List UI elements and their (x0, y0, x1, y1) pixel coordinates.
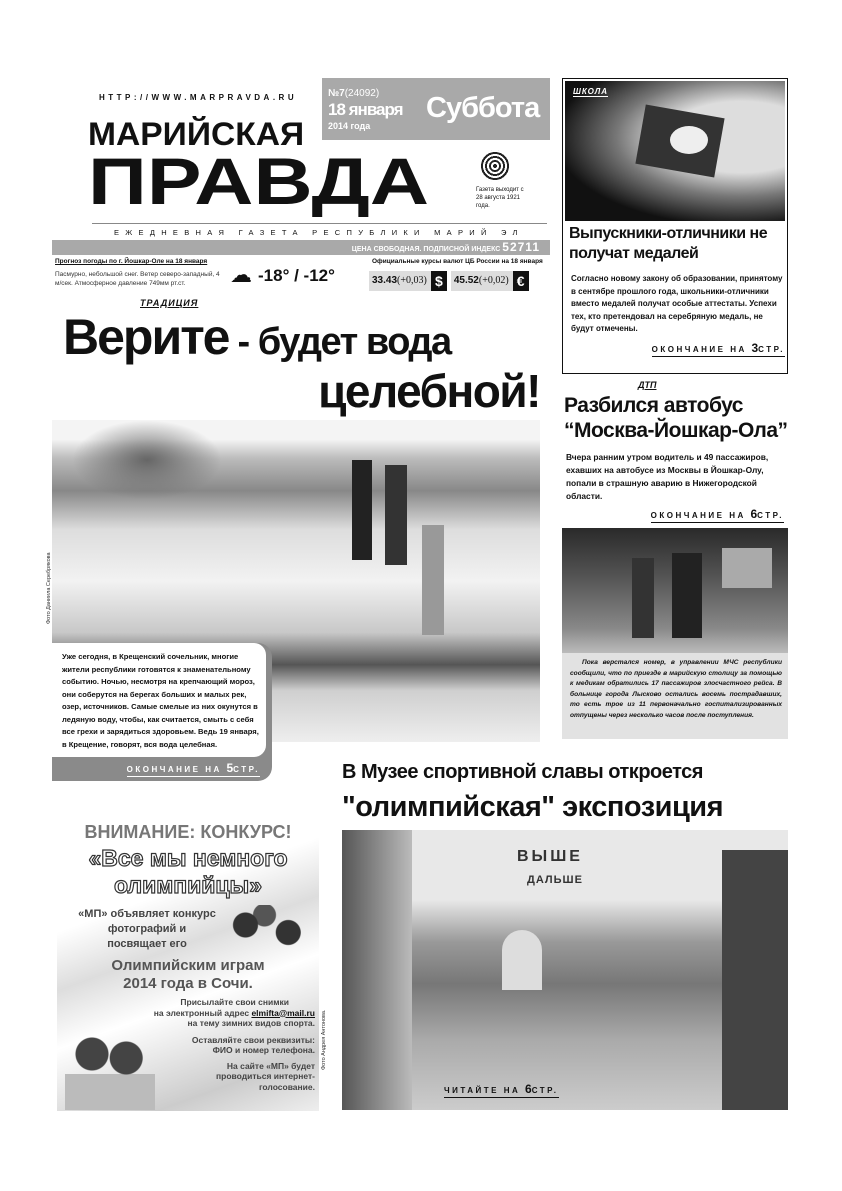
accident-rubric: ДТП (638, 380, 657, 390)
accident-headline-line2[interactable]: “Москва-Йошкар-Ола” (564, 419, 788, 442)
contest-ad[interactable] (57, 815, 319, 1111)
issue-number-value: №7 (328, 88, 345, 99)
order-emblem-icon (480, 150, 510, 182)
currency-rates (369, 271, 529, 291)
accident-body: Вчера ранним утром водитель и 49 пассажиров, ехавших на автобусе из Москвы в Йошкар-Олу, попали в страшную аварию в Нижегородской области. (566, 452, 769, 501)
school-rubric: ШКОЛА (573, 87, 609, 96)
contest-dedication-line2: 2014 года в Сочи. (123, 975, 253, 992)
lead-continued[interactable]: ОКОНЧАНИЕ НА 5СТР. (126, 761, 260, 775)
newspaper-title-line2: ПРАВДА (88, 143, 430, 219)
accident-text (566, 451, 788, 523)
contest-send-line1: Присылайте свои снимки (180, 997, 289, 1007)
accident-photo (562, 528, 788, 653)
museum-headline-line2[interactable]: "олимпийская" экспозиция (342, 791, 724, 823)
medal-box-photo (565, 81, 785, 221)
museum-headline-line1[interactable]: В Музее спортивной славы откроется (342, 761, 703, 783)
issue-box (322, 78, 550, 140)
lead-text-box[interactable] (52, 643, 272, 781)
contest-email[interactable]: elmifta@mail.ru (251, 1007, 315, 1018)
eur-change: (+0,02) (478, 275, 509, 286)
tagline: ЕЖЕДНЕВНАЯ ГАЗЕТА РЕСПУБЛИКИ МАРИЙ ЭЛ (114, 228, 524, 237)
issue-date: 18 января (328, 100, 403, 119)
accident-caption: Пока верстался номер, в управлении МЧС республики сообщили, что по приезде в марийскую столицу за помощью к медикам обратились 17 пассажиров злосчастного рейса. В больнице города Лысково остались восемь пострадавших, то есть трое из 11 первоначально госпитализированных отпущены через несколько часов после поступления. (570, 659, 782, 719)
founded-note: Газета выходит с 28 августа 1921 года. (476, 187, 524, 209)
contest-dedication-line1: Олимпийским играм (111, 957, 265, 974)
dollar-icon: $ (431, 271, 447, 291)
school-article[interactable] (562, 78, 788, 374)
contest-announce: «МП» объявляет конкурс фотографий и посвящает его (78, 908, 216, 950)
museum-photo-credit: Фото Андрея Антонова. (321, 1009, 327, 1070)
photo-sign-2: ДАЛЬШЕ (527, 874, 583, 886)
contest-title: ВНИМАНИЕ: КОНКУРС! (84, 822, 292, 842)
weekday: Суббота (426, 92, 540, 124)
eur-rate (451, 271, 529, 291)
usd-change: (+0,03) (397, 275, 427, 286)
website-url[interactable]: HTTP://WWW.MARPRAVDA.RU (99, 93, 298, 102)
photo-sign-1: ВЫШЕ (517, 848, 583, 865)
contest-send-line3: на тему зимних видов спорта. (187, 1018, 315, 1028)
currency-title: Официальные курсы валют ЦБ России на 18 января (372, 258, 543, 265)
lead-headline-rest: - будет вода (228, 321, 451, 363)
contest-name-line1: «Все мы немного (88, 845, 288, 871)
lead-headline-line2[interactable]: целебной! (318, 365, 540, 417)
lead-rubric: ТРАДИЦИЯ (140, 298, 199, 308)
school-body: Согласно новому закону об образовании, принятому в сентябре прошлого года, школьники-отличники вместо медалей получат особые аттестаты. Успехи тех, кто претендовал на серебряную медаль, не будут отмечены. (571, 274, 783, 333)
school-text (569, 224, 785, 357)
euro-icon: € (513, 271, 529, 291)
lead-text-inner (52, 643, 266, 757)
weather (55, 258, 555, 294)
contest-voting: На сайте «МП» будет проводиться интернет-голосование. (216, 1060, 315, 1092)
cloud-snow-icon: ☁ (230, 262, 252, 287)
eur-value: 45.52 (453, 275, 479, 286)
subscription-index: 52711 (502, 240, 540, 254)
accident-headline-line1[interactable]: Разбился автобус (564, 394, 743, 417)
issue-total: (24092) (344, 88, 380, 99)
contest-name-line2: олимпийцы» (114, 872, 262, 898)
price-bar (52, 240, 550, 255)
accident-continued[interactable]: ОКОНЧАНИЕ НА 6СТР. (650, 507, 784, 521)
hockey-kids-illustration (217, 905, 312, 955)
accident-caption-box (562, 653, 788, 739)
issue-number (328, 88, 379, 99)
school-headline[interactable]: Выпускники-отличники не получат медалей (569, 225, 768, 262)
price-label: ЦЕНА СВОБОДНАЯ. ПОДПИСНОЙ ИНДЕКС (351, 246, 501, 253)
newspaper-title-line1: МАРИЙСКАЯ (88, 116, 305, 152)
issue-year: 2014 года (328, 121, 371, 131)
museum-continued[interactable]: ЧИТАЙТЕ НА 6СТР. (444, 1082, 559, 1096)
masthead (52, 78, 550, 255)
usd-value: 33.43 (372, 275, 398, 286)
lead-headline-big: Верите (63, 309, 229, 365)
weather-description: Пасмурно, небольшой снег. Ветер северо-западный, 4 м/сек. Атмосферное давление 749мм рт.ст. (55, 271, 220, 287)
eur-rate-text (451, 271, 513, 291)
divider (92, 223, 547, 224)
lead-photo-credit: Фото Даниила Серебрякова (46, 552, 52, 624)
museum-photo (342, 830, 788, 1110)
weather-title: Прогноз погоды по г. Йошкар-Оле на 18 января (55, 258, 208, 265)
lead-body: Уже сегодня, в Крещенский сочельник, многие жители республики готовятся к знаменательному событию. Ночью, несмотря на крепчающий мороз, они соберутся на берегах больших и малых рек, озер, источников. Самые смелые из них окунутся в ледяную воду, чтобы, как считается, смыть с себя все грехи и зарядиться здоровьем. Ведь 19 января, в Крещение, говорят, вся вода целебная. (62, 652, 259, 749)
usd-rate (369, 271, 447, 291)
usd-rate-text (369, 271, 431, 291)
contest-send-line2: на электронный адрес elmifta@mail.ru (153, 1007, 315, 1018)
temperature: -18° / -12° (258, 266, 335, 285)
contest-requisites: Оставляйте свои реквизиты: ФИО и номер телефона. (191, 1034, 315, 1055)
skier-kids-illustration (65, 1030, 155, 1110)
school-continued[interactable]: ОКОНЧАНИЕ НА 3СТР. (651, 340, 785, 355)
